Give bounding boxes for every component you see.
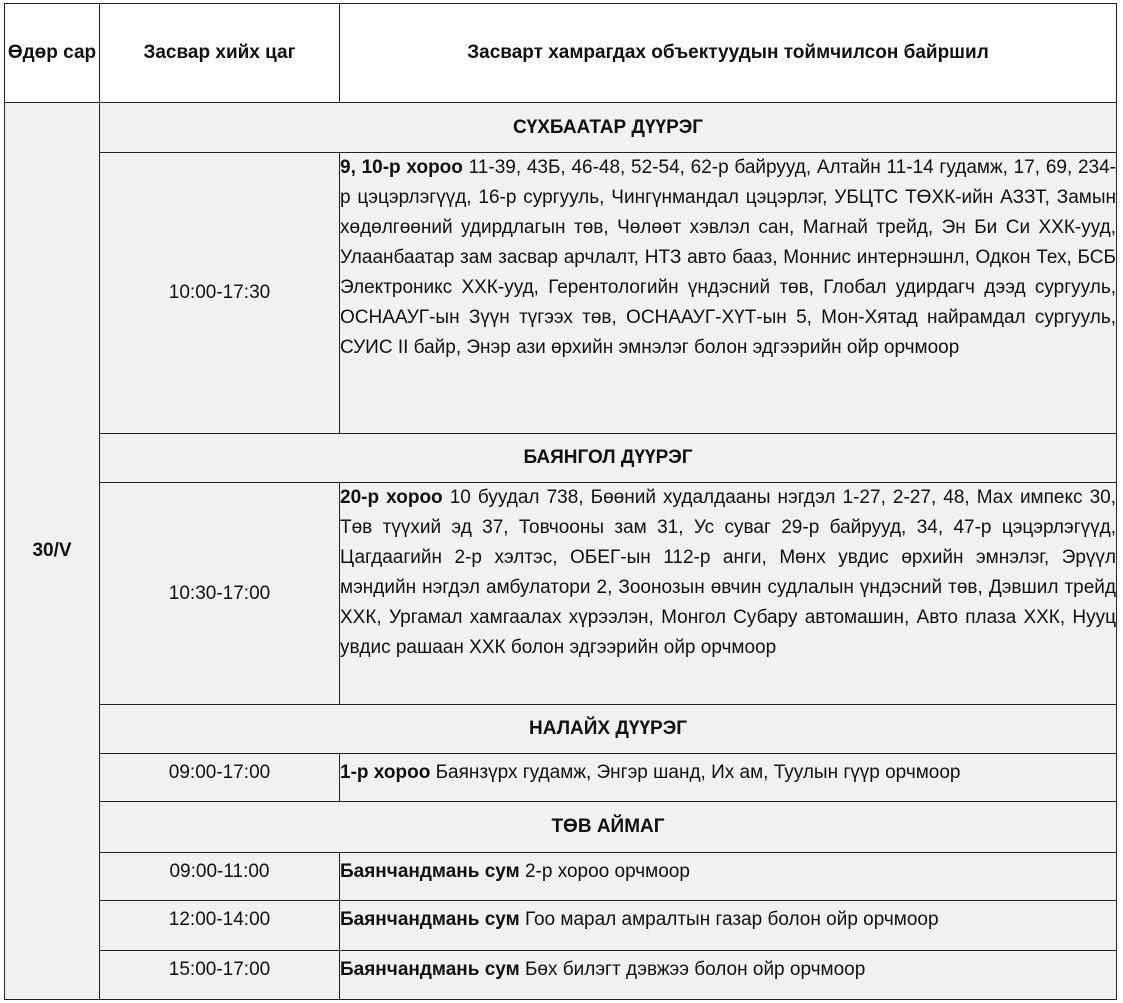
location-cell [340, 153, 1117, 434]
time-cell: 12:00-14:00 [100, 901, 340, 951]
district-row [5, 434, 1117, 483]
table-header-row [5, 4, 1117, 103]
location-cell [340, 901, 1117, 951]
location-area: Баянчандмань сум [340, 909, 520, 930]
location-cell [340, 483, 1117, 705]
location-area: Баянчандмань сум [340, 959, 520, 980]
district-name: НАЛАЙХ ДҮҮРЭГ [100, 705, 1117, 754]
location-cell [340, 853, 1117, 901]
location-area: 9, 10-р хороо [340, 157, 463, 178]
table-row [5, 901, 1117, 951]
district-row [5, 705, 1117, 754]
location-details: Баянзүрх гудамж, Энгэр шанд, Их ам, Туулын гүүр орчмоор [430, 762, 961, 783]
header-date-column: Өдөр сар [5, 4, 100, 103]
table-row [5, 853, 1117, 901]
district-row [5, 802, 1117, 853]
district-name: ТӨВ АЙМАГ [100, 802, 1117, 853]
table-row [5, 153, 1117, 434]
location-details: 2-р хороо орчмоор [519, 861, 690, 882]
table-row [5, 754, 1117, 802]
location-cell [340, 951, 1117, 1000]
date-cell: 30/V [5, 103, 100, 1000]
location-details: Гоо марал амралтын газар болон ойр орчмоор [519, 909, 939, 930]
time-cell: 10:30-17:00 [100, 483, 340, 705]
district-name: БАЯНГОЛ ДҮҮРЭГ [100, 434, 1117, 483]
header-location-column: Засварт хамрагдах объектуудын тоймчилсон байршил [340, 4, 1117, 103]
repair-schedule-table [4, 3, 1117, 1000]
location-details: 11-39, 43Б, 46-48, 52-54, 62-р байрууд, Алтайн 11-14 гудамж, 17, 69, 234-р цэцэрлэгүүд, 16-р сургууль, Чингүнмандал цэцэрлэг, УБЦТС ТӨХК-ийн АЗЗТ, Замын хөдөлгөөний удирдлагын төв, Чөлөөт хэвлэл сан, Магнай трейд, Эн Би Си ХХК-ууд, Улаанбаатар зам засвар арчлалт, НТЗ авто бааз, Моннис интернэшнл, Одкон Тех, БСБ Электроникс ХХК-ууд, Герентологийн үндэсний төв, Глобал удирдагч дээд сургууль, ОСНААУГ-ын Зүүн түгээх төв, ОСНААУГ-ХҮТ-ын 5, Мон-Хятад найрамдал сургууль, СУИС II байр, Энэр ази өрхийн эмнэлэг болон эдгээрийн ойр орчмоор [340, 157, 1116, 358]
table-row [5, 483, 1117, 705]
header-time-column: Засвар хийх цаг [100, 4, 340, 103]
table-row [5, 951, 1117, 1000]
time-cell: 09:00-11:00 [100, 853, 340, 901]
location-area: 20-р хороо [340, 487, 443, 508]
time-cell: 09:00-17:00 [100, 754, 340, 802]
location-area: 1-р хороо [340, 762, 431, 783]
time-cell: 15:00-17:00 [100, 951, 340, 1000]
time-cell: 10:00-17:30 [100, 153, 340, 434]
location-details: Бөх билэгт дэвжээ болон ойр орчмоор [519, 959, 866, 980]
district-row [5, 103, 1117, 153]
location-cell [340, 754, 1117, 802]
location-details: 10 буудал 738, Бөөний худалдааны нэгдэл 1-27, 2-27, 48, Мах импекс 30, Төв түүхий эд 37, Товчооны зам 31, Ус суваг 29-р байрууд, 34, 47-р цэцэрлэгүүд, Цагдаагийн 2-р хэлтэс, ОБЕГ-ын 112-р анги, Мөнх увдис өрхийн эмнэлэг, Эрүүл мэндийн нэгдэл амбулатори 2, Зоонозын өвчин судлалын үндэсний төв, Дэвшил трейд ХХК, Ургамал хамгаалах хүрээлэн, Монгол Субару автомашин, Авто плаза ХХК, Нууц увдис рашаан ХХК болон эдгээрийн ойр орчмоор [340, 487, 1116, 658]
district-name: СҮХБААТАР ДҮҮРЭГ [100, 103, 1117, 153]
location-area: Баянчандмань сум [340, 861, 520, 882]
